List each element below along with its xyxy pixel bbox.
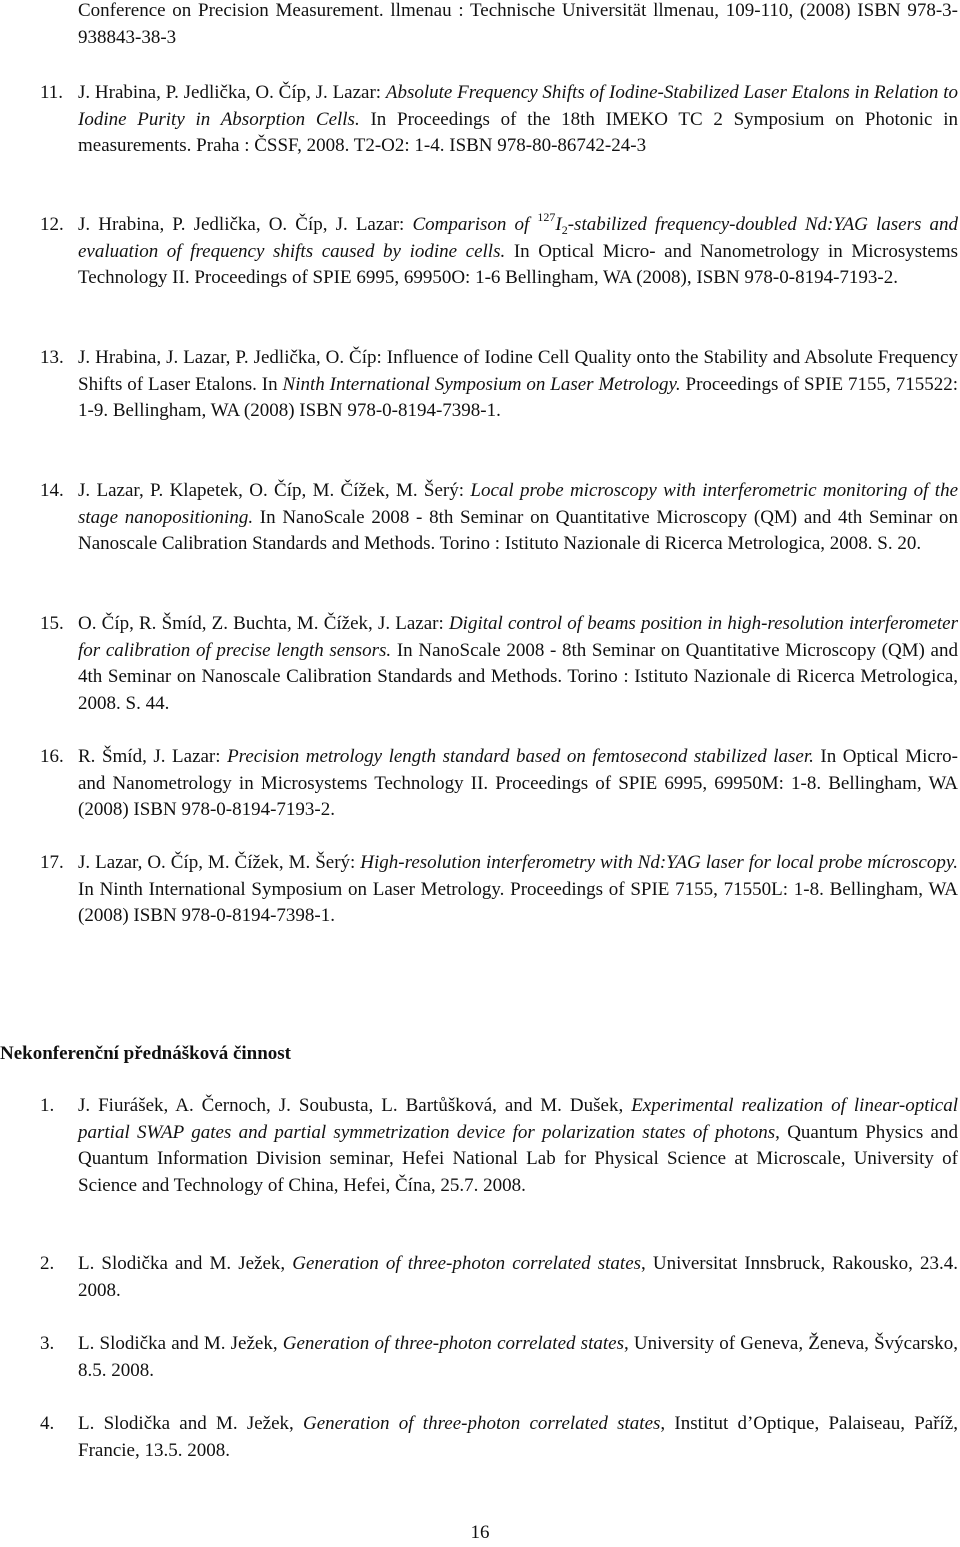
reference-title-start: Comparison of <box>412 214 538 235</box>
reference-number: 12. <box>40 214 64 235</box>
reference-source: In NanoScale 2008 - 8th Seminar on Quantitative Microscopy (QM) and 4th Seminar on Nanoscale Calibration Standards and Methods. Torino : Istituto Nazionale di Ricerca Metrologica, 2008. S. 44. <box>78 639 958 714</box>
iodine-subscript: 2 <box>561 223 568 237</box>
reference-title: Precision metrology length standard based on femtosecond stabilized laser. <box>227 746 814 767</box>
talk-number: 3. <box>40 1333 55 1354</box>
talk-number: 4. <box>40 1413 55 1434</box>
reference-authors: J. Hrabina, J. Lazar, P. Jedlička, O. Číp: Influence of Iodine Cell Quality onto the Stability and Absolute Frequency Shifts of Laser Etalons. In <box>78 347 958 395</box>
talk-title: Experimental realization of linear-optical partial SWAP gates and partial symmetrization device for polarization states of photons <box>78 1095 958 1143</box>
reference-authors: J. Lazar, O. Číp, M. Čížek, M. Šerý: <box>78 852 361 873</box>
talk-authors: L. Slodička and M. Ježek, <box>78 1413 304 1434</box>
talk-3 <box>40 1331 958 1384</box>
iodine-symbol: I <box>555 214 562 235</box>
reference-source: In Proceedings of the 18th IMEKO TC 2 Symposium on Photonic in measurements. Praha : ČSSF, 2008. T2-O2: 1-4. ISBN 978-80-86742-24-3 <box>78 108 958 156</box>
talk-authors: L. Slodička and M. Ježek, <box>78 1333 283 1354</box>
reference-number: 13. <box>40 347 64 368</box>
reference-12 <box>40 212 958 292</box>
reference-title: Ninth International Symposium on Laser Metrology. <box>282 373 681 395</box>
reference-number: 11. <box>40 82 64 103</box>
talk-title: Generation of three-photon correlated states <box>292 1253 642 1274</box>
talk-venue: , University of Geneva, Ženeva, Švýcarsko, 8.5. 2008. <box>78 1333 958 1381</box>
talk-venue: , Quantum Physics and Quantum Information Division seminar, Hefei National Lab for Physical Science at Microscale, University of Science and Technology of China, Hefei, Čína, 25.7. 2008. <box>78 1121 958 1196</box>
page-number: 16 <box>470 1522 490 1543</box>
reference-title: Absolute Frequency Shifts of Iodine-Stabilized Laser Etalons in Relation to Iodine Purity in Absorption Cells. <box>78 82 958 130</box>
reference-source: In NanoScale 2008 - 8th Seminar on Quantitative Microscopy (QM) and 4th Seminar on Nanoscale Calibration Standards and Methods. Torino : Istituto Nazionale di Ricerca Metrologica, 2008. S. 20. <box>78 506 958 554</box>
reference-number: 17. <box>40 852 64 873</box>
talk-venue: , Universitat Innsbruck, Rakousko, 23.4. 2008. <box>78 1253 958 1301</box>
reference-number: 16. <box>40 746 64 767</box>
section-heading: Nekonferenční přednášková činnost <box>0 1043 292 1064</box>
talk-2 <box>40 1251 958 1304</box>
reference-authors: J. Lazar, P. Klapetek, O. Číp, M. Čížek, M. Šerý: <box>78 480 471 501</box>
reference-17 <box>40 850 958 930</box>
reference-number: 14. <box>40 480 64 501</box>
talk-authors: L. Slodička and M. Ježek, <box>78 1253 293 1274</box>
reference-source: Proceedings of SPIE 7155, 715522: 1-9. Bellingham, WA (2008) ISBN 978-0-8194-7398-1. <box>78 373 958 421</box>
reference-authors: O. Číp, R. Šmíd, Z. Buchta, M. Čížek, J. Lazar: <box>78 613 449 634</box>
reference-source: In Optical Micro- and Nanometrology in Microsystems Technology II. Proceedings of SPIE 6995, 69950M: 1-8. Bellingham, WA (2008) ISBN 978-0-8194-7193-2. <box>78 746 958 820</box>
reference-15 <box>40 611 958 717</box>
reference-14 <box>40 478 958 558</box>
talk-title: Generation of three-photon correlated states <box>303 1413 661 1434</box>
reference-source: In Optical Micro- and Nanometrology in Microsystems Technology II. Proceedings of SPIE 6995, 69950O: 1-6 Bellingham, WA (2008), ISBN 978-0-8194-7193-2. <box>78 240 958 288</box>
reference-title: Local probe microscopy with interferometric monitoring of the stage nanopositioning. <box>78 480 959 528</box>
talk-authors: J. Fiurášek, A. Černoch, J. Soubusta, L. Bartůšková, and M. Dušek, <box>78 1095 632 1116</box>
reference-11 <box>40 80 958 160</box>
reference-source: In Ninth International Symposium on Laser Metrology. Proceedings of SPIE 7155, 71550L: 1-8. Bellingham, WA (2008) ISBN 978-0-8194-7398-1. <box>78 878 958 926</box>
talk-number: 1. <box>40 1095 55 1116</box>
reference-authors: J. Hrabina, P. Jedlička, O. Číp, J. Lazar: <box>78 82 386 103</box>
reference-authors: J. Hrabina, P. Jedlička, O. Číp, J. Lazar: <box>78 214 413 235</box>
talk-4 <box>40 1411 958 1464</box>
reference-authors: R. Šmíd, J. Lazar: <box>78 746 228 767</box>
isotope-superscript: 127 <box>537 210 556 224</box>
lead-text: Conference on Precision Measurement. llmenau : Technische Universität llmenau, 109-110, (2008) ISBN 978-3-938843-38-3 <box>78 0 958 48</box>
reference-title: Digital control of beams position in high-resolution interferometer for calibration of precise length sensors. <box>78 613 958 661</box>
reference-title-end: -stabilized frequency-doubled Nd:YAG lasers and evaluation of frequency shifts caused by iodine cells. <box>78 214 958 262</box>
reference-title: High-resolution interferometry with Nd:YAG laser for local probe mícroscopy. <box>360 852 958 873</box>
talk-title: Generation of three-photon correlated states <box>282 1333 624 1354</box>
talk-venue: , Institut d’Optique, Palaiseau, Paříž, Francie, 13.5. 2008. <box>78 1413 958 1461</box>
talk-number: 2. <box>40 1253 55 1274</box>
lead-continuation <box>78 0 958 51</box>
reference-13 <box>40 345 958 425</box>
reference-16 <box>40 744 958 824</box>
reference-number: 15. <box>40 613 64 634</box>
talk-1 <box>40 1093 958 1199</box>
